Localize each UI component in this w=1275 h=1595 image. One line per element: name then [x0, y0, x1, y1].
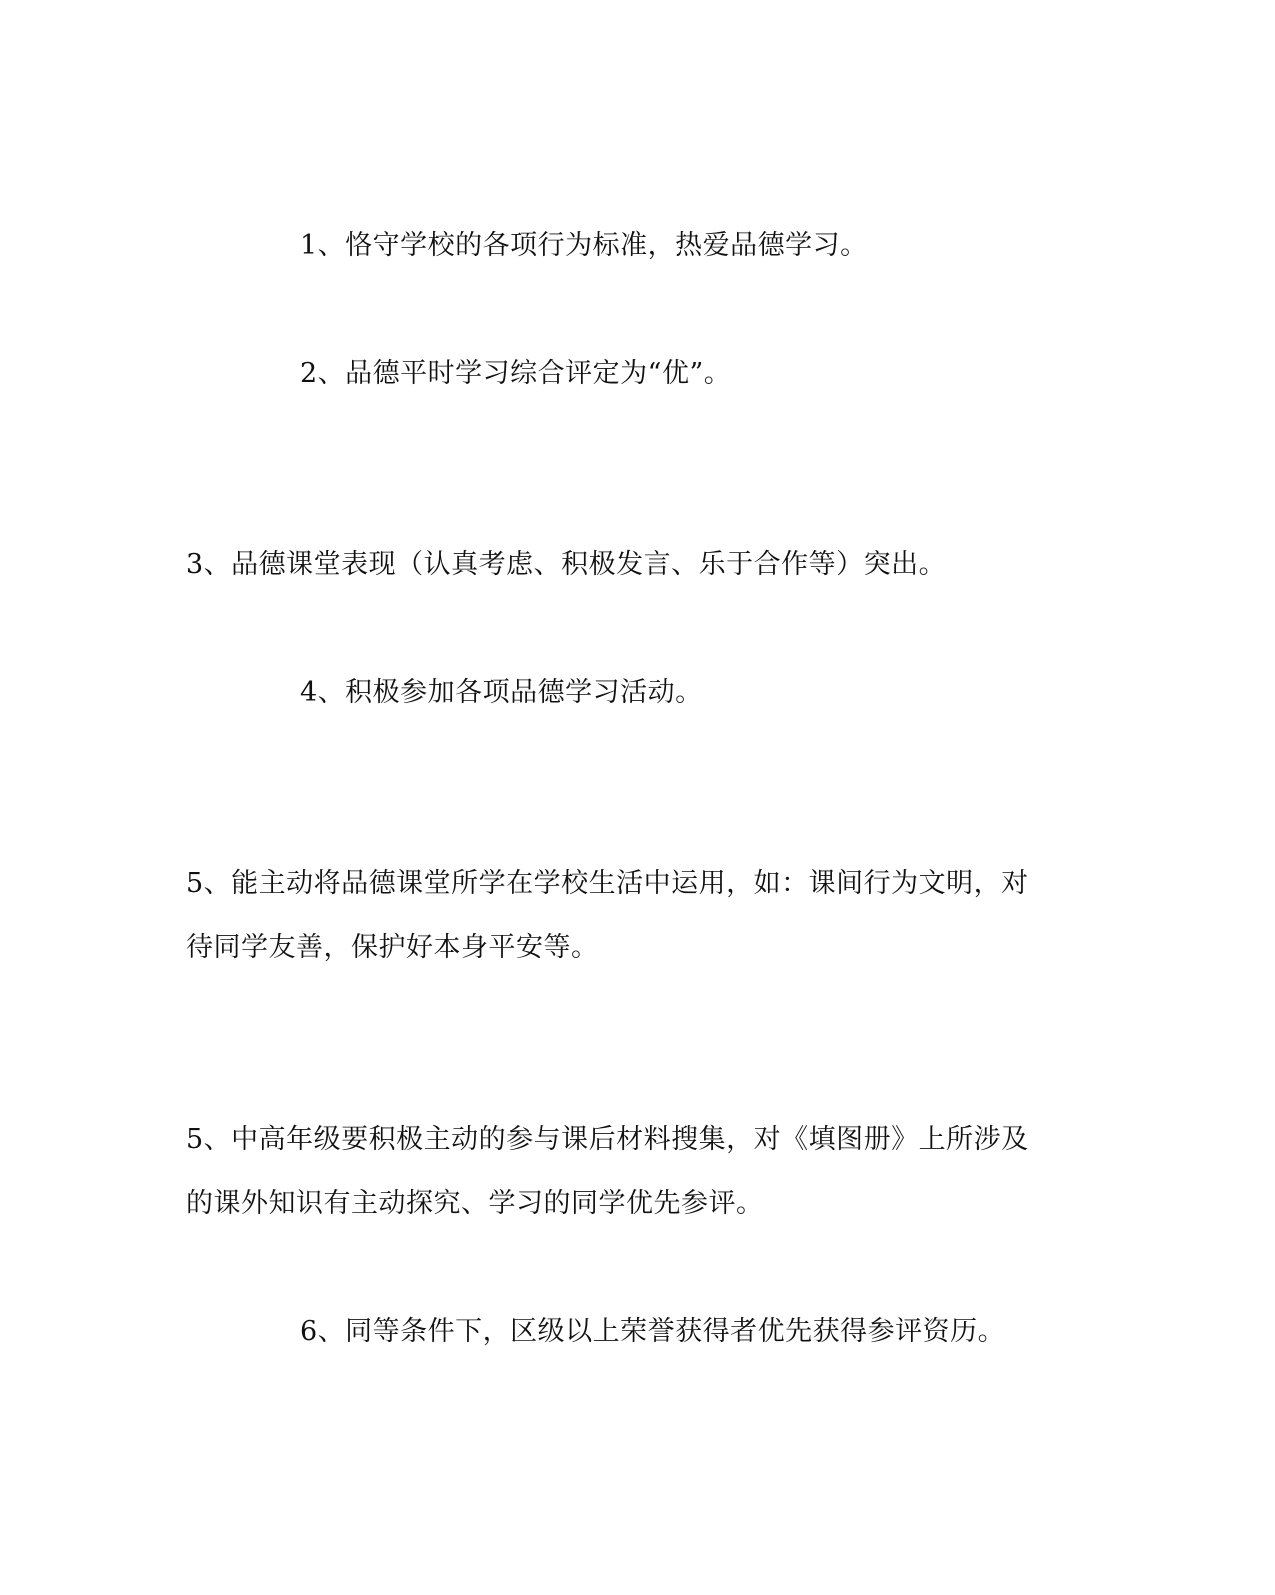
criterion-2: 2、品德平时学习综合评定为“优”。 [300, 358, 732, 389]
criterion-5a-line-1: 5、能主动将品德课堂所学在学校生活中运用，如：课间行为文明，对 [186, 868, 1029, 899]
criterion-6: 6、同等条件下，区级以上荣誉获得者优先获得参评资历。 [300, 1316, 1006, 1347]
criterion-3: 3、品德课堂表现（认真考虑、积极发言、乐于合作等）突出。 [186, 549, 947, 580]
criterion-4: 4、积极参加各项品德学习活动。 [300, 677, 703, 708]
criterion-5b-line-2: 的课外知识有主动探究、学习的同学优先参评。 [186, 1188, 764, 1219]
criterion-5a-line-2: 待同学友善，保护好本身平安等。 [186, 932, 599, 963]
criterion-5b-line-1: 5、中高年级要积极主动的参与课后材料搜集，对《填图册》上所涉及 [186, 1124, 1029, 1155]
criterion-1: 1、恪守学校的各项行为标准，热爱品德学习。 [300, 230, 868, 261]
